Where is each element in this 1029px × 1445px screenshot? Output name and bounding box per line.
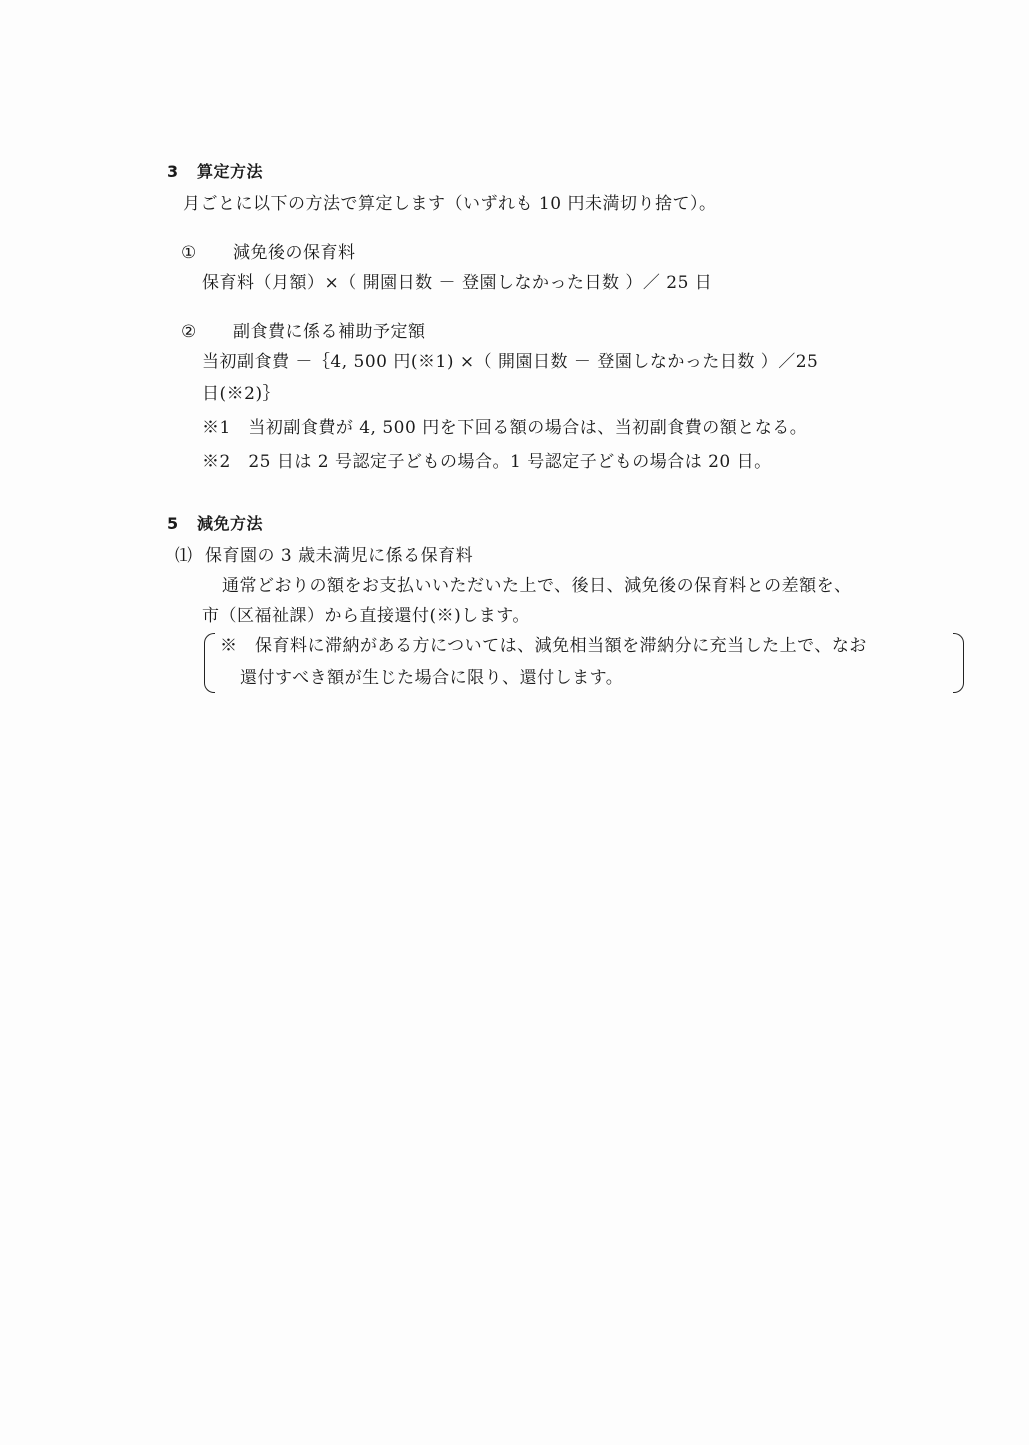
item-2-heading (181, 321, 426, 343)
subsection-marker: ⑴ (175, 546, 193, 566)
item-title: 副食費に係る補助予定額 (233, 322, 426, 342)
item-2-note-1: ※1 当初副食費が 4, 500 円を下回る額の場合は、当初副食費の額となる。 (202, 418, 808, 438)
section-title: 減免方法 (197, 514, 264, 533)
item-2-formula-line-2: 日(※2)｝ (202, 384, 281, 404)
item-marker: ① (181, 243, 197, 263)
subsection-1-body-line-1: 通常どおりの額をお支払いいただいた上で、後日、減免後の保育料との差額を、 (222, 576, 852, 596)
item-1-formula: 保育料（月額）×（ 開園日数 － 登園しなかった日数 ）／ 25 日 (202, 273, 713, 293)
subsection-1-body-line-2: 市（区福祉課）から直接還付(※)します。 (202, 606, 530, 626)
item-title: 減免後の保育料 (233, 243, 356, 263)
section-5-heading (167, 513, 263, 535)
item-2-formula-line-1: 当初副食費 －｛4, 500 円(※1) ×（ 開園日数 － 登園しなかった日数 ）／25 (202, 352, 819, 372)
item-marker: ② (181, 322, 197, 342)
section-number: 3 (167, 162, 179, 181)
section-3-heading (167, 161, 263, 183)
section-3-intro: 月ごとに以下の方法で算定します（いずれも 10 円未満切り捨て）。 (183, 194, 717, 214)
subsection-1-note-line-2: 還付すべき額が生じた場合に限り、還付します。 (240, 668, 624, 688)
note-right-bracket (953, 633, 964, 693)
section-title: 算定方法 (197, 162, 264, 181)
note-left-bracket (204, 633, 215, 693)
section-number: 5 (167, 514, 179, 533)
subsection-title: 保育園の 3 歳未満児に係る保育料 (205, 546, 474, 566)
item-2-note-2: ※2 25 日は 2 号認定子どもの場合。1 号認定子どもの場合は 20 日。 (202, 452, 772, 472)
item-1-heading (181, 242, 356, 264)
subsection-1-note-line-1: ※ 保育料に滞納がある方については、減免相当額を滞納分に充当した上で、なお (220, 636, 867, 656)
subsection-1-heading (175, 545, 473, 567)
